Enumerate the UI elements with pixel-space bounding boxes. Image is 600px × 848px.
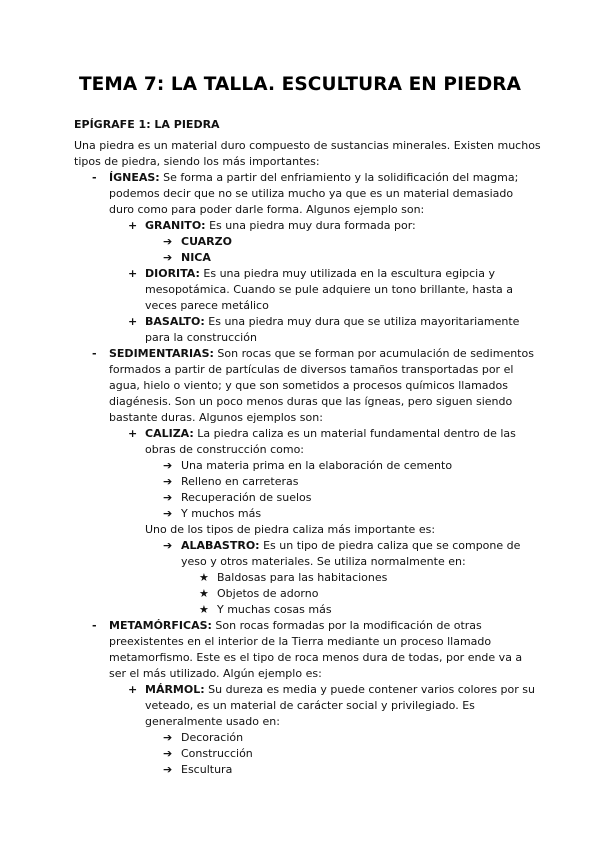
plus-bullet: + — [128, 219, 138, 232]
star-bullet: ★ — [199, 587, 209, 600]
caliza-note: Uno de los tipos de piedra caliza más importante es: — [145, 523, 436, 536]
metamorficas-label: METAMÓRFICAS: — [109, 619, 212, 632]
diorita-label: DIORITA: — [145, 267, 200, 280]
metamorficas-line: preexistentes en el interior de la Tierra mediante un proceso llamado — [109, 635, 492, 648]
arrow-bullet: ➔ — [163, 475, 173, 488]
caliza-item: Y muchos más — [181, 507, 262, 520]
caliza-item: Relleno en carreteras — [181, 475, 299, 488]
marmol-line — [145, 682, 535, 698]
plus-bullet: + — [128, 427, 138, 440]
granito-line — [145, 218, 416, 234]
caliza-line — [145, 426, 516, 442]
sedimentarias-line — [109, 346, 534, 362]
arrow-bullet: ➔ — [163, 539, 173, 552]
plus-bullet: + — [128, 683, 138, 696]
granito-text: Es una piedra muy dura formada por: — [205, 219, 416, 232]
alabastro-item: Y muchas cosas más — [217, 603, 332, 616]
arrow-bullet: ➔ — [163, 459, 173, 472]
metamorficas-line: ser el más utilizado. Algún ejemplo es: — [109, 667, 322, 680]
igneas-line: duro como para poder darle forma. Algunos ejemplo son: — [109, 203, 425, 216]
igneas-label: ÍGNEAS: — [109, 171, 160, 184]
alabastro-item: Baldosas para las habitaciones — [217, 571, 388, 584]
basalto-label: BASALTO: — [145, 315, 205, 328]
igneas-line: podemos decir que no se utiliza mucho ya que es un material demasiado — [109, 187, 514, 200]
basalto-text: Es una piedra muy dura que se utiliza mayoritariamente — [204, 315, 520, 328]
sedimentarias-line: agua, hielo o viento; y que son sometidos a procesos químicos llamados — [109, 379, 508, 392]
alabastro-label: ALABASTRO: — [181, 539, 260, 552]
marmol-item: Escultura — [181, 763, 233, 776]
caliza-item: Una materia prima en la elaboración de cemento — [181, 459, 453, 472]
dash-bullet: - — [92, 619, 97, 632]
star-bullet: ★ — [199, 603, 209, 616]
document-title: TEMA 7: LA TALLA. ESCULTURA EN PIEDRA — [78, 74, 522, 95]
sedimentarias-line: bastante duras. Algunos ejemplos son: — [109, 411, 323, 424]
sedimentarias-label: SEDIMENTARIAS: — [109, 347, 214, 360]
igneas-text: Se forma a partir del enfriamiento y la solidificación del magma; — [159, 171, 519, 184]
diorita-line: mesopotámica. Cuando se pule adquiere un tono brillante, hasta a — [145, 283, 514, 296]
diorita-line: veces parece metálico — [145, 299, 269, 312]
alabastro-text: Es un tipo de piedra caliza que se compone de — [259, 539, 521, 552]
intro-line: Una piedra es un material duro compuesto de sustancias minerales. Existen muchos — [74, 139, 541, 152]
alabastro-line: yeso y otros materiales. Se utiliza normalmente en: — [181, 555, 466, 568]
arrow-bullet: ➔ — [163, 235, 173, 248]
marmol-item: Decoración — [181, 731, 244, 744]
star-bullet: ★ — [199, 571, 209, 584]
sedimentarias-line: diagénesis. Son un poco menos duras que las ígneas, pero siguen siendo — [109, 395, 513, 408]
sedimentarias-text: Son rocas que se forman por acumulación de sedimentos — [213, 347, 534, 360]
igneas-line — [109, 170, 518, 186]
dash-bullet: - — [92, 171, 97, 184]
metamorficas-line: metamorfismo. Este es el tipo de roca menos dura de todas, por ende va a — [109, 651, 523, 664]
caliza-line: obras de construcción como: — [145, 443, 305, 456]
metamorficas-line — [109, 618, 482, 634]
marmol-item: Construcción — [181, 747, 253, 760]
arrow-bullet: ➔ — [163, 491, 173, 504]
caliza-label: CALIZA: — [145, 427, 194, 440]
plus-bullet: + — [128, 267, 138, 280]
section-heading: EPÍGRAFE 1: LA PIEDRA — [74, 118, 220, 131]
arrow-bullet: ➔ — [163, 747, 173, 760]
marmol-line: veteado, es un material de carácter social y privilegiado. Es — [145, 699, 475, 712]
caliza-item: Recuperación de suelos — [181, 491, 312, 504]
diorita-text: Es una piedra muy utilizada en la escultura egipcia y — [199, 267, 495, 280]
basalto-line: para la construcción — [145, 331, 257, 344]
granito-item: CUARZO — [181, 235, 232, 248]
marmol-label: MÁRMOL: — [145, 683, 205, 696]
plus-bullet: + — [128, 315, 138, 328]
diorita-line — [145, 266, 495, 282]
intro-line: tipos de piedra, siendo los más importantes: — [74, 155, 320, 168]
arrow-bullet: ➔ — [163, 731, 173, 744]
granito-item: NICA — [181, 251, 211, 264]
marmol-line: generalmente usado en: — [145, 715, 280, 728]
marmol-text: Su dureza es media y puede contener varios colores por su — [204, 683, 535, 696]
basalto-line — [145, 314, 519, 330]
arrow-bullet: ➔ — [163, 763, 173, 776]
granito-label: GRANITO: — [145, 219, 206, 232]
arrow-bullet: ➔ — [163, 507, 173, 520]
arrow-bullet: ➔ — [163, 251, 173, 264]
metamorficas-text: Son rocas formadas por la modificación de otras — [211, 619, 482, 632]
sedimentarias-line: formados a partir de partículas de diversos tamaños transportadas por el — [109, 363, 514, 376]
alabastro-line — [181, 538, 520, 554]
caliza-text: La piedra caliza es un material fundamental dentro de las — [193, 427, 516, 440]
dash-bullet: - — [92, 347, 97, 360]
alabastro-item: Objetos de adorno — [217, 587, 319, 600]
